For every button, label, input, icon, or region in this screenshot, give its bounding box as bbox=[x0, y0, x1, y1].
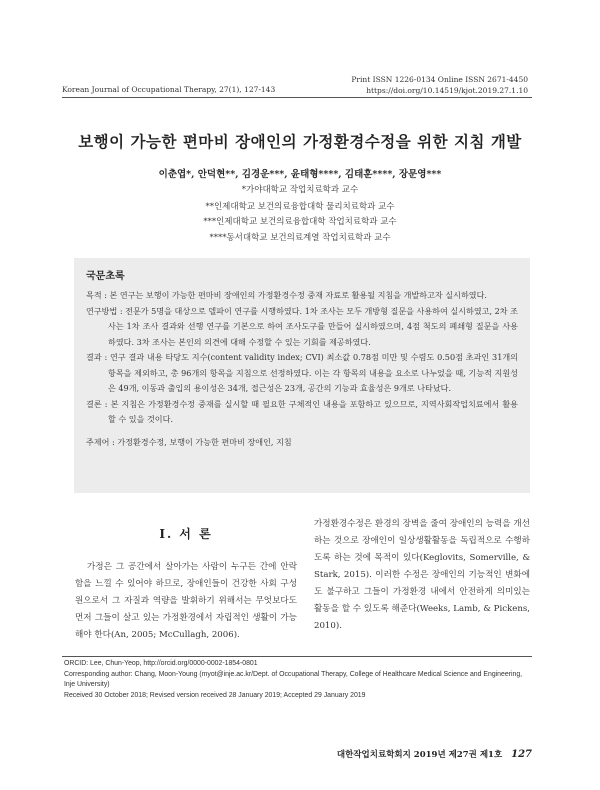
intro-paragraph-right: 가정환경수정은 환경의 장벽을 줄여 장애인의 능력을 개선하는 것으로 장애인이 일상생활활동을 독립적으로 수행하도록 하는 것에 목적이 있다(Keglovits, Somerville, & Stark, 2015). 이러한 수정은 장애인의 기능적인 변화에도 불구하고 그들이 가정환경 내에서 안전하게 의미있는 활동을 할 수 있도록 해준다(Weeks, Lamb, & Pickens, 2010). bbox=[314, 519, 530, 631]
affiliation-1: *가야대학교 작업치료학과 교수 bbox=[241, 185, 359, 195]
section-heading: Ⅰ. 서 론 bbox=[159, 527, 213, 541]
footnote-received: Received 30 October 2018; Revised version received 28 January 2019; Accepted 29 January 2019 bbox=[64, 691, 366, 699]
footnote-corresponding: Corresponding author: Chang, Moon-Young (myot@inje.ac.kr/Dept. of Occupational Therapy, College of Healthcare Medical Science and Engineering, Inje University) bbox=[64, 670, 523, 688]
abstract-results: 결과 : 연구 결과 내용 타당도 지수(content validity index; CVI) 최소값 0.78점 미만 및 수렴도 0.50점 초과인 31개의 항목을 제외하고, 총 96개의 항목을 지침으로 선정하였다. 이는 각 항목의 내용을 요소로 나누었을 때, 기능적 지원성은 49개, 이동과 출입의 용이성은 34개, 접근성은 23개, 공간의 기능과 효율성은 9개로 나타났다. bbox=[86, 352, 518, 393]
abstract-methods: 연구방법 : 전문가 5명을 대상으로 델파이 연구를 시행하였다. 1차 조사는 모두 개방형 질문을 사용하여 실시하였고, 2차 조사는 1차 조사 결과와 선행 연구를 기본으로 하여 조사도구를 만들어 실시하였으며, 4점 척도의 폐쇄형 질문을 사용하였다. 3차 조사는 본인의 의견에 대해 수정할 수 있는 기회를 제공하였다. bbox=[86, 305, 518, 347]
paper-title: 보행이 가능한 편마비 장애인의 가정환경수정을 위한 지침 개발 bbox=[78, 132, 522, 151]
page-footer bbox=[337, 748, 532, 760]
abstract-purpose: 목적 : 본 연구는 보행이 가능한 편마비 장애인의 가정환경수정 중재 자료로 활용될 지침을 개발하고자 실시하였다. bbox=[86, 290, 487, 300]
affiliation-3: ***인제대학교 보건의료융합대학 작업치료학과 교수 bbox=[203, 217, 397, 227]
footnote-divider bbox=[62, 656, 532, 657]
journal-identifiers bbox=[351, 74, 528, 96]
abstract-conclusion: 결론 : 본 지침은 가정환경수정 중재를 실시할 때 필요한 구체적인 내용을 포함하고 있으므로, 지역사회작업치료에서 활용할 수 있을 것이다. bbox=[86, 398, 518, 424]
abstract-keywords: 주제어 : 가정환경수정, 보행이 가능한 편마비 장애인, 지침 bbox=[86, 436, 292, 447]
author-list: 이춘엽*, 안덕현**, 김경운***, 윤태형****, 김태훈****, 장문영*** bbox=[158, 169, 442, 180]
issn-text: Print ISSN 1226-0134 Online ISSN 2671-4450 bbox=[351, 75, 528, 84]
affiliation-2: **인제대학교 보건의료융합대학 물리치료학과 교수 bbox=[205, 202, 395, 212]
header-divider bbox=[62, 97, 532, 98]
journal-citation: Korean Journal of Occupational Therapy, 27(1), 127-143 bbox=[62, 85, 276, 94]
page-number: 127 bbox=[511, 749, 532, 760]
footer-journal: 대한작업치료학회지 2019년 제27권 제1호 bbox=[336, 750, 503, 760]
footnotes bbox=[64, 659, 534, 701]
abstract-heading: 국문초록 bbox=[86, 271, 125, 282]
intro-paragraph-left: 가정은 그 공간에서 살아가는 사람이 누구든 간에 안락함을 느낄 수 있어야 하므로, 장애인들이 건강한 사회 구성원으로서 그 자질과 역량을 발휘하기 위해서는 무엇보다도 먼저 그들이 살고 있는 가정환경에서 자립적인 생활이 가능해야 한다(An, 2005; McCullagh, 2006). bbox=[75, 562, 297, 640]
doi-link[interactable]: https://doi.org/10.14519/kjot.2019.27.1.10 bbox=[366, 86, 528, 95]
footnote-orcid: ORCID: Lee, Chun-Yeop, http://orcid.org/0000-0002-1854-0801 bbox=[64, 660, 258, 667]
korean-abstract bbox=[74, 258, 530, 493]
affiliation-4: ****동서대학교 보건의료계열 작업치료학과 교수 bbox=[209, 233, 391, 243]
